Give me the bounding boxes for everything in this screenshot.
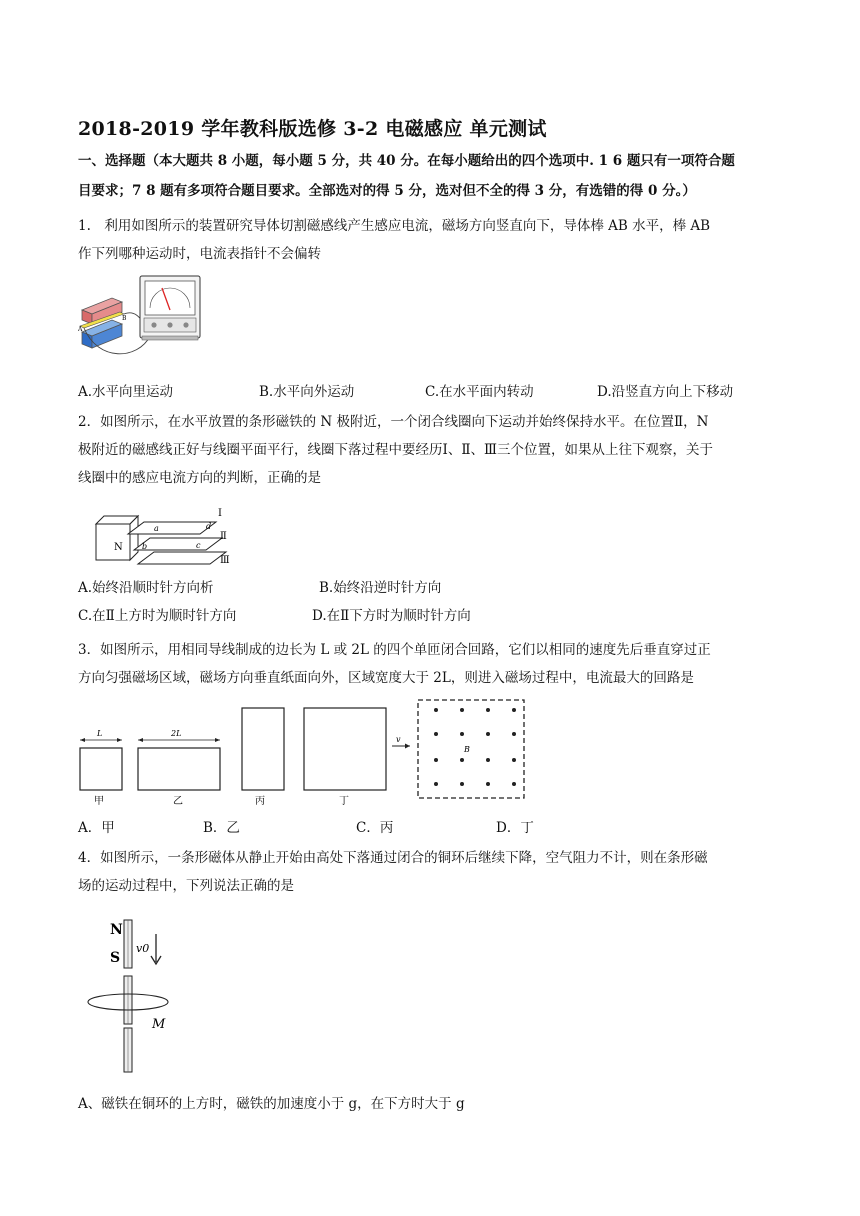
question-3-line1: 3．如图所示，用相同导线制成的边长为 L 或 2L 的四个单匝闭合回路，它们以相同的速度先后垂直穿过正 xyxy=(78,642,711,658)
question-4-figure xyxy=(84,914,194,1078)
question-2-line2: 极附近的磁感线正好与线圈平面平行，线圈下落过程中要经历Ⅰ、Ⅱ、Ⅲ三个位置，如果从上往下观察，关于 xyxy=(78,442,714,458)
yi-side-label: 2L xyxy=(171,729,182,738)
question-1-line2: 作下列哪种运动时，电流表指针不会偏转 xyxy=(78,246,321,262)
question-1-figure xyxy=(78,270,218,370)
magnet-label-n: N xyxy=(114,542,123,553)
page-title: 2018-2019 学年教科版选修 3-2 电磁感应 单元测试 xyxy=(78,118,547,140)
q1-option-b[interactable]: B.水平向外运动 xyxy=(259,384,355,400)
coil-position-1 xyxy=(128,522,216,534)
q3-option-a[interactable]: A．甲 xyxy=(78,820,115,836)
rod-label-a: A xyxy=(78,326,83,333)
q2-option-b[interactable]: B.始终沿逆时针方向 xyxy=(319,580,442,596)
question-4-text xyxy=(78,844,788,900)
coil-position-3 xyxy=(138,552,226,564)
field-dots xyxy=(434,708,516,786)
jia-side-label: L xyxy=(97,729,103,738)
q2-option-c[interactable]: C.在Ⅱ上方时为顺时针方向 xyxy=(78,608,237,624)
question-2-figure xyxy=(92,500,242,570)
svg-text:a: a xyxy=(154,524,159,533)
loop-ding xyxy=(304,708,386,790)
q3-option-c[interactable]: C．丙 xyxy=(356,820,394,836)
question-1-line1: 1. 利用如图所示的装置研究导体切割磁感线产生感应电流，磁场方向竖直向下，导体棒 AB 水平，棒 AB xyxy=(78,218,711,234)
loop-bing xyxy=(242,708,284,790)
velocity-label-v0: v0 xyxy=(136,942,150,955)
field-label-b: B xyxy=(464,745,470,754)
q2-option-a[interactable]: A.始终沿顺时针方向析 xyxy=(78,580,214,596)
q1-option-d[interactable]: D.沿竖直方向上下移动 xyxy=(597,384,734,400)
loop-bing-label: 丙 xyxy=(255,796,265,807)
magnetic-field-region xyxy=(418,700,524,798)
question-2-text xyxy=(78,408,788,492)
question-2-line1: 2．如图所示，在水平放置的条形磁铁的 N 极附近，一个闭合线圈向下运动并始终保持水平。在位置Ⅱ，N xyxy=(78,414,709,430)
position-label-1: Ⅰ xyxy=(218,508,222,519)
rod-label-b: B xyxy=(122,315,127,322)
question-3-line2: 方向匀强磁场区域，磁场方向垂直纸面向外，区域宽度大于 2L，则进入磁场过程中，电流最大的回路是 xyxy=(78,670,694,686)
magnet-label-n: N xyxy=(110,922,123,938)
q3-option-b[interactable]: B．乙 xyxy=(203,820,240,836)
velocity-label: v xyxy=(396,735,401,744)
magnet-label-s: S xyxy=(110,950,121,966)
question-4-line1: 4．如图所示，一条形磁体从静止开始由高处下落通过闭合的铜环后继续下降，空气阻力不计，则在条形磁 xyxy=(78,850,708,866)
question-1-text xyxy=(78,212,788,268)
loop-jia-label: 甲 xyxy=(94,796,104,807)
section-instructions-line2: 目要求；7 8 题有多项符合题目要求。全部选对的得 5 分，选对但不全的得 3 分，有选错的得 0 分。） xyxy=(78,183,696,199)
svg-text:d: d xyxy=(206,522,212,531)
loop-ding-label: 丁 xyxy=(339,796,349,807)
coil-position-2 xyxy=(134,538,222,550)
q1-option-a[interactable]: A.水平向里运动 xyxy=(78,384,174,400)
q2-option-d[interactable]: D.在Ⅱ下方时为顺时针方向 xyxy=(312,608,471,624)
position-label-2: Ⅱ xyxy=(220,531,227,542)
position-label-3: Ⅲ xyxy=(220,555,230,566)
question-3-figure xyxy=(74,696,530,812)
question-4-line2: 场的运动过程中，下列说法正确的是 xyxy=(78,878,294,894)
section-instructions xyxy=(78,146,788,206)
loop-yi xyxy=(138,748,220,790)
q4-option-a[interactable]: A、磁铁在铜环的上方时，磁铁的加速度小于 g，在下方时大于 g xyxy=(78,1096,465,1112)
svg-text:c: c xyxy=(196,541,201,550)
question-3-text xyxy=(78,636,788,692)
loop-jia xyxy=(80,748,122,790)
section-instructions-line1: 一、选择题（本大题共 8 小题，每小题 5 分，共 40 分。在每小题给出的四个选项中. 1 6 题只有一项符合题 xyxy=(78,153,735,169)
q3-option-d[interactable]: D．丁 xyxy=(496,820,534,836)
question-2-line3: 线圈中的感应电流方向的判断，正确的是 xyxy=(78,470,321,486)
ring-label-m: M xyxy=(152,1017,166,1032)
svg-text:b: b xyxy=(142,542,148,551)
loop-yi-label: 乙 xyxy=(173,796,183,807)
q1-option-c[interactable]: C.在水平面内转动 xyxy=(425,384,534,400)
